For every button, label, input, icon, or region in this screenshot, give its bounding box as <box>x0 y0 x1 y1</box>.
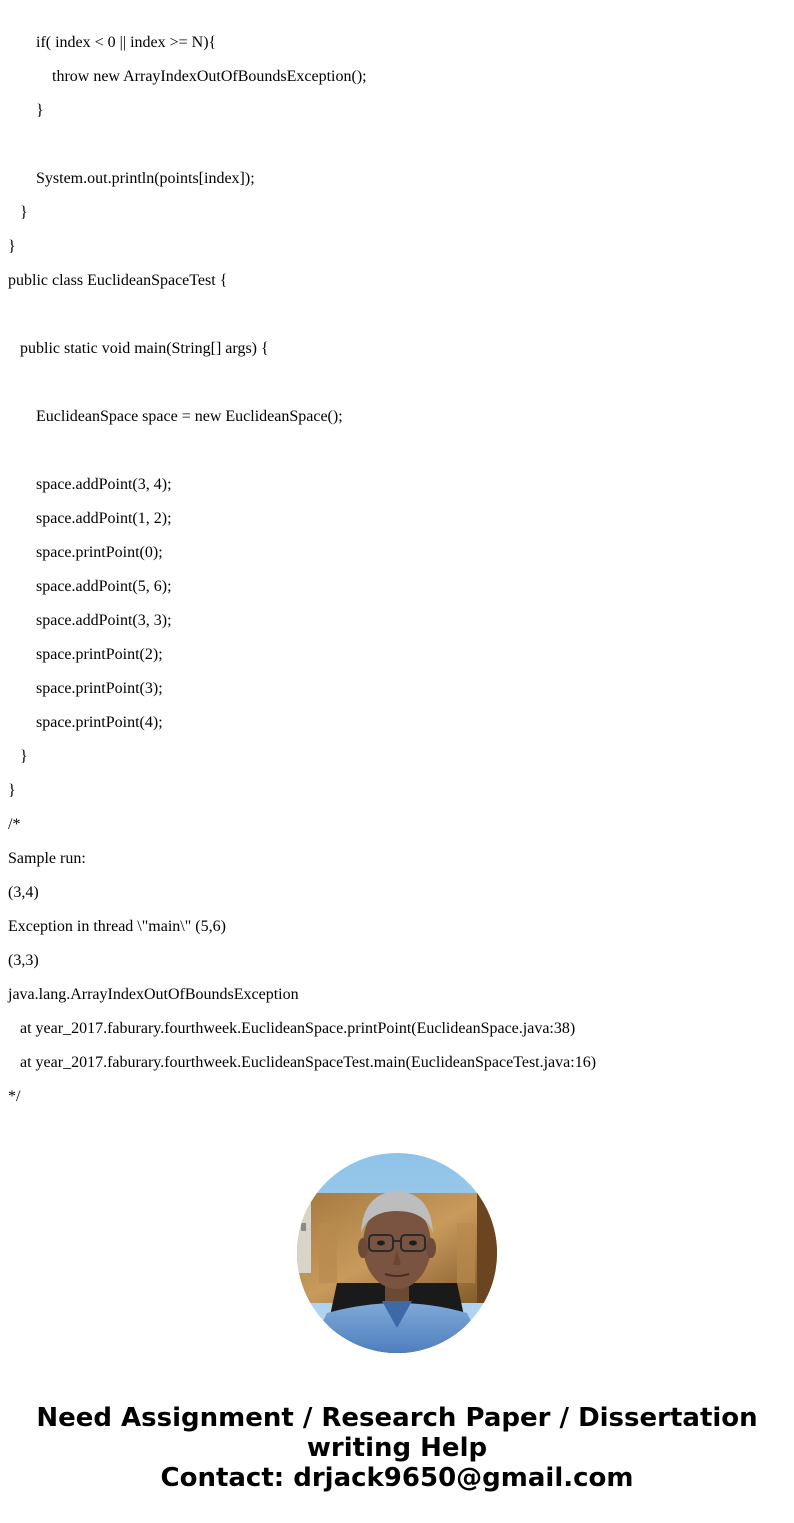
promo-banner <box>0 1403 794 1493</box>
code-line: public class EuclideanSpaceTest { <box>8 272 228 289</box>
code-line: at year_2017.faburary.fourthweek.EuclideanSpaceTest.main(EuclideanSpaceTest.java:16) <box>20 1054 597 1071</box>
code-line: space.addPoint(3, 4); <box>36 476 172 493</box>
code-line: } <box>8 238 16 255</box>
promo-contact: Contact: drjack9650@gmail.com <box>160 1463 634 1493</box>
code-line-blank <box>8 128 788 162</box>
code-line: EuclideanSpace space = new EuclideanSpace(); <box>36 408 343 425</box>
author-photo <box>297 1153 497 1353</box>
code-line: (3,4) <box>8 884 39 901</box>
code-line: } <box>20 748 28 765</box>
code-line: if( index < 0 || index >= N){ <box>36 34 217 51</box>
code-line: space.printPoint(2); <box>36 646 163 663</box>
code-line: /* <box>8 816 21 833</box>
code-line: } <box>20 204 28 221</box>
code-line-blank <box>8 366 788 400</box>
code-line: public static void main(String[] args) { <box>20 340 269 357</box>
code-line: } <box>8 782 16 799</box>
promo-line-2: writing Help <box>306 1433 488 1463</box>
code-line: throw new ArrayIndexOutOfBoundsException(); <box>52 68 367 85</box>
code-line-blank <box>8 434 788 468</box>
code-line: space.printPoint(4); <box>36 714 163 731</box>
code-line: space.addPoint(3, 3); <box>36 612 172 629</box>
code-line: Sample run: <box>8 850 86 867</box>
code-line: space.printPoint(3); <box>36 680 163 697</box>
code-line: space.addPoint(1, 2); <box>36 510 172 527</box>
code-line: (3,3) <box>8 952 39 969</box>
code-line: */ <box>8 1088 21 1105</box>
code-line: } <box>36 102 44 119</box>
code-listing <box>8 26 788 1114</box>
promo-line-1: Need Assignment / Research Paper / Dissertation <box>36 1403 758 1433</box>
code-line: System.out.println(points[index]); <box>36 170 255 187</box>
code-line: space.addPoint(5, 6); <box>36 578 172 595</box>
code-line: space.printPoint(0); <box>36 544 163 561</box>
author-avatar <box>297 1153 497 1353</box>
code-line: at year_2017.faburary.fourthweek.EuclideanSpace.printPoint(EuclideanSpace.java:38) <box>20 1020 576 1037</box>
code-line-blank <box>8 298 788 332</box>
code-line: java.lang.ArrayIndexOutOfBoundsException <box>8 986 299 1003</box>
code-line: Exception in thread \"main\" (5,6) <box>8 918 226 935</box>
